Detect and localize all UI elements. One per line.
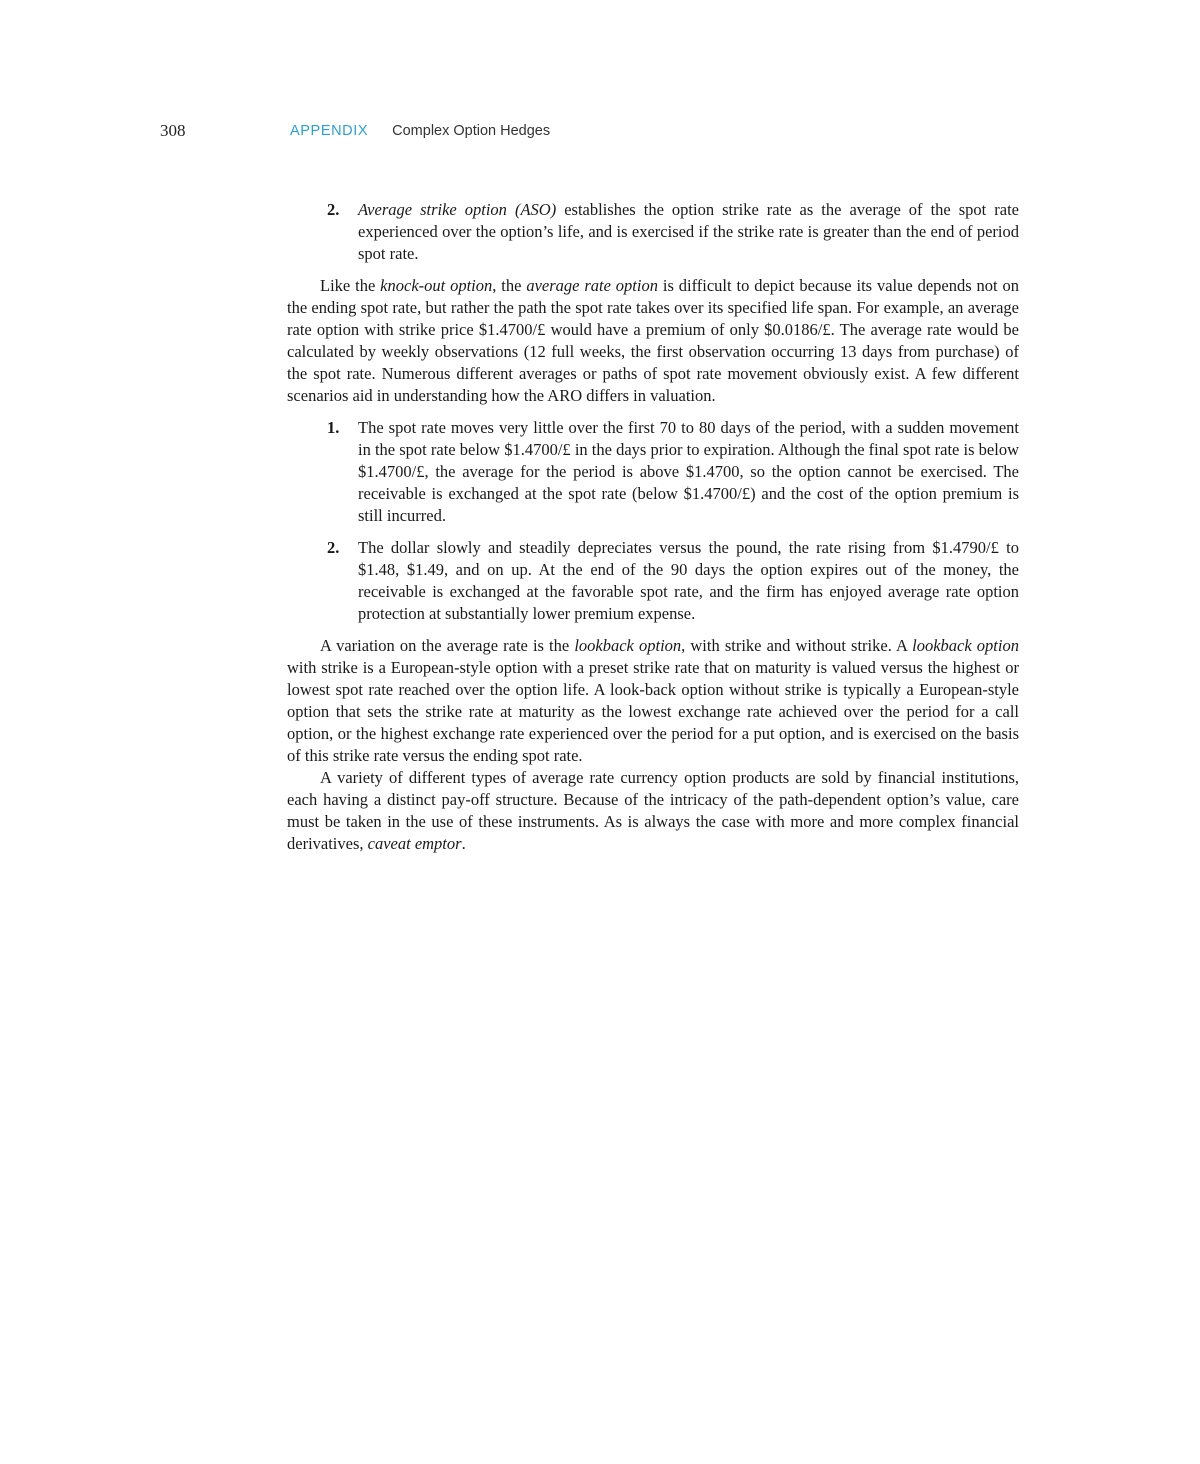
paragraph-text: A variation on the average rate is the: [320, 636, 575, 655]
list-item-text: establishes the option strike rate as the average of the spot rate experienced over the option’s life, and is exercised if the strike rate is greater than the end of period spot rate.: [358, 200, 1019, 263]
paragraph-average-rate-option: [287, 275, 1019, 407]
term-lookback-option: lookback option: [574, 636, 682, 655]
paragraph-text: Like the: [320, 276, 381, 295]
paragraph-text: .: [461, 834, 466, 853]
running-head: [290, 123, 550, 139]
list-item-number: 1.: [327, 418, 340, 437]
term-lookback-option: lookback option: [912, 636, 1019, 655]
list-item-scenario-1: [287, 417, 1019, 527]
running-head-title: Complex Option Hedges: [392, 123, 551, 139]
running-head-section: APPENDIX: [290, 123, 369, 139]
list-item-number: 2.: [327, 538, 340, 557]
paragraph-caveat-emptor: [287, 767, 1019, 855]
page-body: [287, 199, 1019, 855]
paragraph-lookback-option: [287, 635, 1019, 767]
term-average-strike-option: Average strike option (ASO): [358, 200, 557, 219]
list-item-text: The dollar slowly and steadily depreciates versus the pound, the rate rising from $1.4790/£ to $1.48, $1.49, and on up. At the end of the 90 days the option expires out of the money, the receivable is exchanged at the favorable spot rate, and the firm has enjoyed average rate option protection at substantially lower premium expense.: [358, 538, 1019, 623]
list-item-text: The spot rate moves very little over the first 70 to 80 days of the period, with a sudden movement in the spot rate below $1.4700/£ in the days prior to expiration. Although the final spot rate is below $1.4700/£, the average for the period is above $1.4700, so the option cannot be exercised. The receivable is exchanged at the spot rate (below $1.4700/£) and the cost of the option premium is still incurred.: [358, 418, 1019, 525]
paragraph-text: , with strike and without strike. A: [681, 636, 913, 655]
paragraph-text: A variety of different types of average rate currency option products are sold by financial institutions, each having a distinct pay-off structure. Because of the intricacy of the path-dependent option’s value, care must be taken in the use of these instruments. As is always the case with more and more complex financial derivatives,: [287, 768, 1019, 853]
paragraph-text: , the: [492, 276, 527, 295]
paragraph-text: with strike is a European-style option with a preset strike rate that on maturity is valued versus the highest or lowest spot rate reached over the option life. A look-back option without strike is typically a European-style option that sets the strike rate at maturity as the lowest exchange rate achieved over the period for a call option, or the highest exchange rate experienced over the period for a put option, and is exercised on the basis of this strike rate versus the ending spot rate.: [287, 658, 1019, 765]
list-item-number: 2.: [327, 200, 340, 219]
list-item-average-strike-option: [287, 199, 1019, 265]
term-caveat-emptor: caveat emptor: [367, 834, 462, 853]
term-average-rate-option: average rate option: [526, 276, 658, 295]
paragraph-text: is difficult to depict because its value depends not on the ending spot rate, but rather the path the spot rate takes over its specified life span. For example, an average rate option with strike price $1.4700/£ would have a premium of only $0.0186/£. The average rate would be calculated by weekly observations (12 full weeks, the first observation occurring 13 days from purchase) of the spot rate. Numerous different averages or paths of spot rate movement obviously exist. A few different scenarios aid in understanding how the ARO differs in valuation.: [287, 276, 1019, 405]
list-item-scenario-2: [287, 537, 1019, 625]
term-knock-out-option: knock-out option: [380, 276, 493, 295]
page-number: 308: [160, 121, 186, 140]
